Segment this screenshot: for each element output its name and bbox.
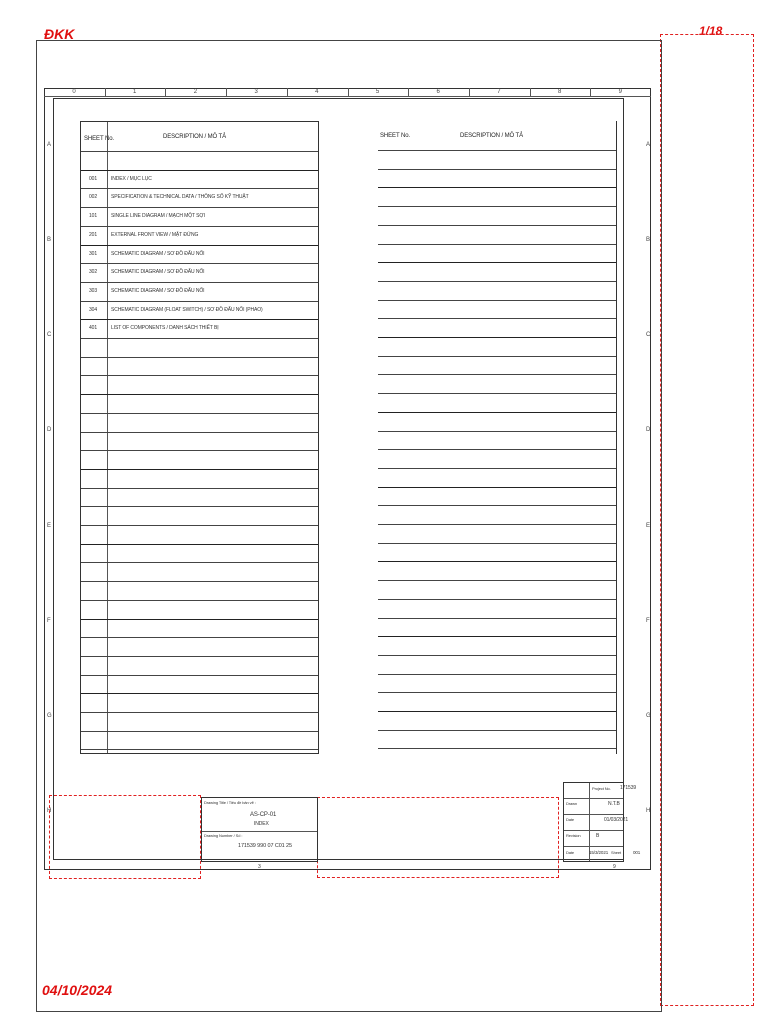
entry-description: SINGLE LINE DIAGRAM / MẠCH MỘT SỢI: [111, 213, 205, 220]
table-row-line: [81, 301, 318, 302]
tb-line-4: [564, 846, 623, 847]
column-tick: [348, 88, 349, 96]
table-row-line-right: [378, 692, 616, 693]
index-table-divider: [107, 122, 108, 753]
table-row-line: [81, 656, 318, 657]
table-row-line: [81, 151, 318, 152]
table-row-line-right: [378, 748, 616, 749]
column-label: 4: [315, 89, 319, 95]
row-label-right: H: [646, 808, 651, 815]
stamp-code: ĐKK: [44, 26, 75, 42]
row-label-left: H: [47, 808, 52, 815]
entry-sheet-no: 002: [89, 194, 98, 201]
column-label: 7: [497, 89, 501, 95]
row-label-left: E: [47, 522, 52, 529]
table-row-line-right: [378, 300, 616, 301]
stamp-page: 1/18: [699, 24, 723, 38]
column-label: 0: [72, 89, 76, 95]
table-row-line: [81, 637, 318, 638]
tb-line-1: [564, 798, 623, 799]
column-tick: [590, 88, 591, 96]
revision-value: B: [596, 833, 600, 839]
column-label: 9: [618, 89, 622, 95]
entry-sheet-no: 304: [89, 306, 98, 313]
table-row-line: [81, 170, 318, 171]
date2-label: Date: [566, 850, 575, 855]
tb-divider: [202, 831, 317, 832]
tb-line-2: [564, 814, 623, 815]
table-row-line-right: [378, 337, 616, 338]
row-label-left: G: [47, 713, 52, 720]
table-row-line-right: [378, 281, 616, 282]
table-row-line: [81, 619, 318, 620]
table-row-line: [81, 544, 318, 545]
table-row-line-right: [378, 618, 616, 619]
column-label: 1: [133, 89, 137, 95]
table-row-line-right: [378, 225, 616, 226]
row-label-right: D: [646, 427, 651, 434]
drawing-title-label: Drawing Title / Tiêu đề bản vẽ :: [204, 800, 256, 805]
drawn-label: Drawn: [566, 801, 578, 806]
redaction-box-right: [660, 34, 754, 1006]
sheet-value: 001: [633, 850, 641, 855]
table-row-line: [81, 245, 318, 246]
entry-description: SCHEMATIC DIAGRAM / SƠ ĐỒ ĐẤU NỐI: [111, 269, 205, 276]
entry-description: SCHEMATIC DIAGRAM (FLOAT SWITCH) / SƠ ĐỒ ĐẤU NỐI (PHAO): [111, 306, 263, 313]
table-row-line: [81, 581, 318, 582]
row-label-left: B: [47, 236, 52, 243]
entry-description: SCHEMATIC DIAGRAM / SƠ ĐỒ ĐẤU NỐI: [111, 287, 205, 294]
table-row-line-right: [378, 393, 616, 394]
table-row-line-right: [378, 561, 616, 562]
row-label-left: F: [47, 617, 51, 624]
drawn-value: N.T.B: [608, 801, 620, 807]
row-label-right: C: [646, 332, 651, 339]
table-row-line: [81, 432, 318, 433]
table-row-line: [81, 712, 318, 713]
table-row-line: [81, 338, 318, 339]
project-no: 171539: [620, 785, 637, 791]
table-row-line: [81, 562, 318, 563]
table-row-line-right: [378, 468, 616, 469]
ruler-top-line: [44, 96, 651, 97]
row-label-right: G: [646, 713, 651, 720]
table-row-line-right: [378, 730, 616, 731]
table-row-line: [81, 394, 318, 395]
drawing-number: 171539 990 07 C01 25: [238, 843, 292, 849]
date-label: Date: [566, 817, 575, 822]
entry-sheet-no: 302: [89, 269, 98, 276]
entry-description: SPECIFICATION & TECHNICAL DATA / THÔNG SỐ KỸ THUẬT: [111, 194, 249, 201]
drawing-number-label: Drawing Number / Số :: [204, 833, 243, 838]
entry-sheet-no: 303: [89, 287, 98, 294]
table-row-line: [81, 731, 318, 732]
index-table-right: [378, 121, 617, 754]
bottom-mark-2: 9: [613, 864, 616, 870]
table-row-line-right: [378, 412, 616, 413]
table-row-line-right: [378, 431, 616, 432]
entry-sheet-no: 001: [89, 175, 98, 182]
header-description: DESCRIPTION / MÔ TẢ: [163, 134, 226, 140]
table-row-line: [81, 319, 318, 320]
table-row-line: [81, 375, 318, 376]
entry-description: EXTERNAL FRONT VIEW / MẶT ĐỨNG: [111, 231, 199, 238]
entry-description: INDEX / MỤC LỤC: [111, 175, 152, 182]
table-row-line-right: [378, 206, 616, 207]
table-row-line: [81, 506, 318, 507]
column-tick: [530, 88, 531, 96]
entry-sheet-no: 201: [89, 231, 98, 238]
stamp-date: 04/10/2024: [42, 982, 113, 998]
table-row-line-right: [378, 524, 616, 525]
column-label: 8: [557, 89, 562, 95]
table-row-line: [81, 600, 318, 601]
table-row-line-right: [378, 655, 616, 656]
table-row-line-right: [378, 711, 616, 712]
table-row-line-right: [378, 636, 616, 637]
table-row-line: [81, 675, 318, 676]
table-row-line-right: [378, 169, 616, 170]
table-row-line: [81, 282, 318, 283]
table-row-line: [81, 488, 318, 489]
title-block-drawing: [201, 797, 318, 862]
table-row-line: [81, 525, 318, 526]
column-tick: [287, 88, 288, 96]
row-label-left: A: [47, 141, 52, 148]
row-label-left: D: [47, 427, 52, 434]
sheet-label: Sheet: [611, 850, 621, 855]
table-row-line: [81, 207, 318, 208]
column-tick: [408, 88, 409, 96]
table-row-line: [81, 226, 318, 227]
table-row-line-right: [378, 318, 616, 319]
header-sheet-no: SHEET No.: [84, 136, 114, 142]
tb-line-3: [564, 830, 623, 831]
table-row-line-right: [378, 599, 616, 600]
table-row-line-right: [378, 449, 616, 450]
table-row-line-right: [378, 505, 616, 506]
table-row-line-right: [378, 674, 616, 675]
drawing-title-2: INDEX: [254, 821, 269, 827]
table-row-line-right: [378, 374, 616, 375]
table-row-line: [81, 413, 318, 414]
table-row-line-right: [378, 356, 616, 357]
table-row-line: [81, 357, 318, 358]
table-row-line: [81, 693, 318, 694]
table-row-line-right: [378, 187, 616, 188]
table-row-line: [81, 188, 318, 189]
revision-label: Revision: [566, 833, 581, 838]
entry-sheet-no: 101: [89, 213, 98, 220]
row-label-right: B: [646, 236, 651, 243]
entry-sheet-no: 301: [89, 250, 98, 257]
column-label: 2: [193, 89, 198, 95]
table-row-line: [81, 263, 318, 264]
index-table: [80, 121, 319, 754]
column-tick: [469, 88, 470, 96]
table-row-line: [81, 749, 318, 750]
date-value: 01/03/2021: [604, 817, 629, 823]
column-label: 3: [254, 89, 258, 95]
column-tick: [105, 88, 106, 96]
row-label-right: F: [646, 617, 650, 624]
table-row-line-right: [378, 150, 616, 151]
entry-description: LIST OF COMPONENTS / DANH SÁCH THIẾT BỊ: [111, 325, 219, 332]
entry-sheet-no: 401: [89, 325, 98, 332]
row-label-left: C: [47, 332, 52, 339]
header-sheet-no-right: SHEET No.: [380, 133, 410, 139]
column-tick: [165, 88, 166, 96]
table-row-line-right: [378, 244, 616, 245]
table-row-line-right: [378, 487, 616, 488]
row-label-right: A: [646, 141, 651, 148]
column-label: 6: [436, 89, 440, 95]
table-row-line-right: [378, 580, 616, 581]
column-tick: [226, 88, 227, 96]
drawing-title-1: AS-CP-01: [250, 812, 277, 818]
project-no-label: Project No.: [592, 786, 611, 791]
table-row-line: [81, 450, 318, 451]
bottom-mark: 3: [258, 864, 261, 870]
table-row-line-right: [378, 262, 616, 263]
header-description-right: DESCRIPTION / MÔ TẢ: [460, 133, 523, 139]
row-label-right: E: [646, 522, 651, 529]
date2-value: 15/3/2021: [589, 850, 609, 855]
column-label: 5: [375, 89, 380, 95]
table-row-line-right: [378, 543, 616, 544]
entry-description: SCHEMATIC DIAGRAM / SƠ ĐỒ ĐẤU NỐI: [111, 250, 205, 257]
table-row-line: [81, 469, 318, 470]
